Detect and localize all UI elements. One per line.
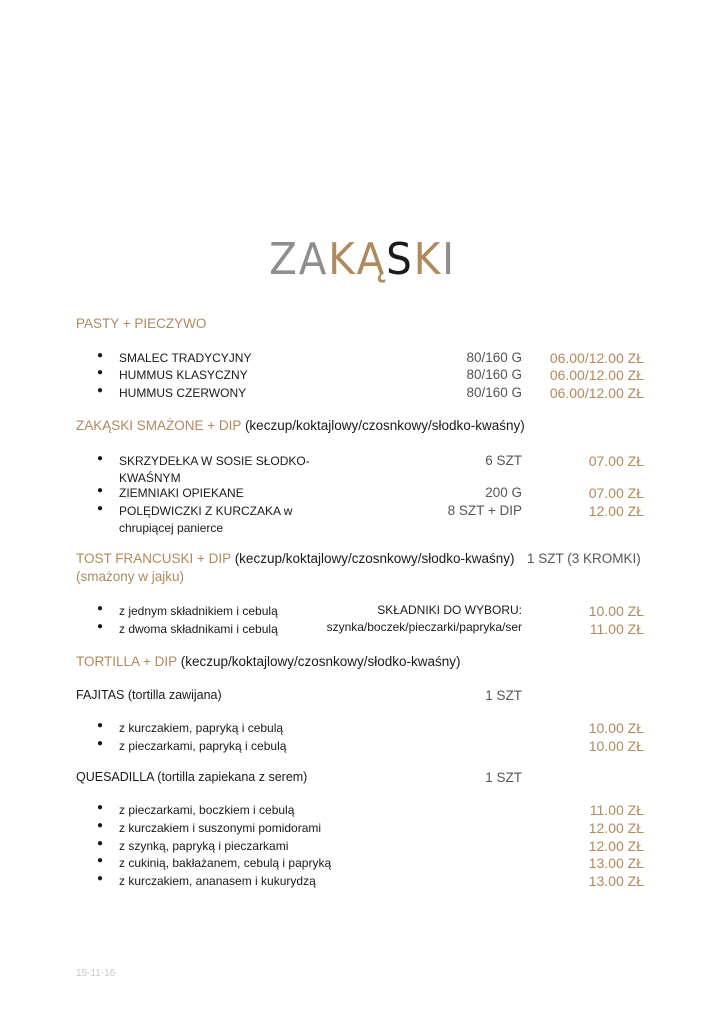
menu-item-name: z kurczakiem, papryką i cebulą [119,721,284,735]
menu-item-name: z szynką, papryką i pieczarkami [119,839,289,853]
dip-options: (keczup/koktajlowy/czosnkowy/słodko-kwaśny) [234,551,515,566]
menu-item-price: 07.00 ZŁ [588,485,644,501]
menu-item-name: HUMMUS KLASYCZNY [119,368,248,382]
section-heading-smazone [76,418,525,433]
menu-item-name: z dwoma składnikami i cebulą [119,622,278,636]
subsection-label-quesadilla: QUESADILLA (tortilla zapiekana z serem) [76,770,308,784]
bullet-icon: ● [97,855,104,866]
menu-item-qty: 80/160 G [466,350,522,365]
ingredients-title: SKŁADNIKI DO WYBORU: [377,603,522,617]
bullet-icon: ● [97,367,104,378]
bullet-icon: ● [97,873,104,884]
menu-item-qty: 80/160 G [466,385,522,400]
menu-item-name: ZIEMNIAKI OPIEKANE [119,486,244,500]
menu-item-qty: 8 SZT + DIP [447,503,522,518]
bullet-icon: ● [97,838,104,849]
menu-item-qty: 6 SZT [485,453,522,468]
bullet-icon: ● [97,453,104,464]
page-title [29,232,696,288]
bullet-icon: ● [97,485,104,496]
menu-item-price: 07.00 ZŁ [588,453,644,469]
menu-item-price: 12.00 ZŁ [588,820,644,836]
menu-item-price: 13.00 ZŁ [588,873,644,889]
title-letter: S [386,234,414,285]
dip-options: (keczup/koktajlowy/czosnkowy/słodko-kwaśny) [180,654,461,669]
name-line: chrupiącej panierce [119,521,224,535]
menu-item-price: 10.00 ZŁ [588,738,644,754]
footer-date: 15-11-16 [76,968,116,979]
menu-item-name [119,453,310,487]
menu-item-name: z jednym składnikiem i cebulą [119,604,278,618]
menu-item-name: z pieczarkami, boczkiem i cebulą [119,803,295,817]
section-subheading: (smażony w jajku) [76,569,185,584]
title-letter: Ą [356,234,387,285]
bullet-icon: ● [97,720,104,731]
menu-item-price: 10.00 ZŁ [588,720,644,736]
name-line: POLĘDWICZKI Z KURCZAKA w [119,504,293,518]
name-line: SKRZYDEŁKA W SOSIE SŁODKO- [119,454,310,468]
section-heading-tortilla [76,654,461,669]
menu-item-price: 11.00 ZŁ [589,802,644,818]
menu-item-name: HUMMUS CZERWONY [119,386,247,400]
section-heading-tost [76,551,515,566]
menu-item-name: SMALEC TRADYCYJNY [119,351,252,365]
title-letter: A [298,234,329,285]
subsection-label-fajitas: FAJITAS (tortilla zawijana) [76,688,222,702]
menu-item-name [119,503,292,537]
section-heading-pasty: PASTY + PIECZYWO [76,316,207,331]
bullet-icon: ● [97,820,104,831]
bullet-icon: ● [97,738,104,749]
bullet-icon: ● [97,802,104,813]
bullet-icon: ● [97,503,104,514]
menu-item-price: 12.00 ZŁ [588,838,644,854]
bullet-icon: ● [97,350,104,361]
title-letter: I [442,234,456,285]
dip-options: (keczup/koktajlowy/czosnkowy/słodko-kwaśny) [244,418,525,433]
menu-item-name: z pieczarkami, papryką i cebulą [119,739,287,753]
menu-item-name: z kurczakiem, ananasem i kukurydzą [119,874,316,888]
bullet-icon: ● [97,603,104,614]
ingredients-list: szynka/boczek/pieczarki/papryka/ser [326,620,522,634]
name-line: KWAŚNYM [119,471,181,485]
section-title: ZAKĄSKI SMAŻONE + DIP [76,418,242,433]
title-letter: Z [269,234,299,285]
menu-item-name: z kurczakiem i suszonymi pomidorami [119,821,322,835]
menu-item-qty: 80/160 G [466,367,522,382]
section-title: TOST FRANCUSKI + DIP [76,551,231,566]
menu-item-price: 06.00/12.00 ZŁ [549,367,644,383]
menu-item-name: z cukinią, bakłażanem, cebulą i papryką [119,856,332,870]
menu-item-price: 11.00 ZŁ [589,621,644,637]
menu-item-price: 10.00 ZŁ [588,603,644,619]
menu-item-price: 06.00/12.00 ZŁ [549,350,644,366]
menu-item-qty: 200 G [485,485,522,500]
menu-item-price: 12.00 ZŁ [588,503,644,519]
subsection-qty: 1 SZT [485,770,522,785]
title-letter: K [413,234,443,285]
title-letter: K [328,234,357,285]
subsection-qty: 1 SZT [485,688,522,703]
section-qty: 1 SZT (3 KROMKI) [527,551,641,566]
menu-item-price: 06.00/12.00 ZŁ [549,385,644,401]
bullet-icon: ● [97,385,104,396]
menu-item-price: 13.00 ZŁ [588,855,644,871]
bullet-icon: ● [97,621,104,632]
section-title: TORTILLA + DIP [76,654,177,669]
